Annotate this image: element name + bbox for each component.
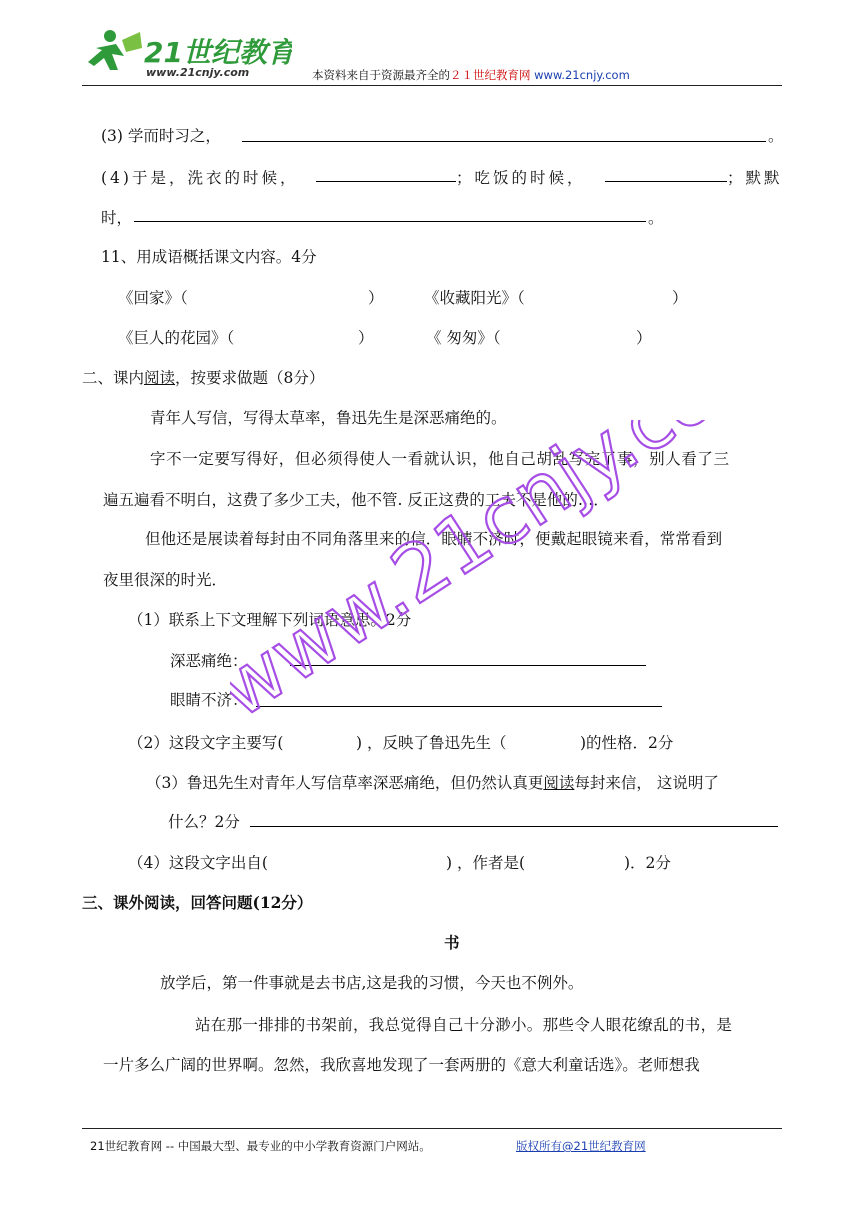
q11-c-label: 《巨人的花园》（ xyxy=(118,329,235,347)
site-logo xyxy=(82,26,292,84)
term1-blank[interactable] xyxy=(290,665,646,666)
section2-para2-line2: 遍五遍看不明白，这费了多少工夫，他不管. 反正这费的工夫不是他的…． xyxy=(103,491,609,509)
story-title: 书 xyxy=(444,933,460,952)
story-para2-line2: 一片多么广阔的世界啊。忽然，我欣喜地发现了一套两册的《意大利童话选》。老师想我 xyxy=(103,1056,700,1074)
header-note-prefix: 本资料来自于资源最齐全的 xyxy=(312,68,450,82)
header-divider xyxy=(82,85,782,86)
section2-q1: （1）联系上下文理解下列词语意思。2分 xyxy=(128,611,412,629)
q10-item4-d: 时， xyxy=(101,209,133,227)
header-note xyxy=(312,67,630,83)
q10-item4-blank2[interactable] xyxy=(605,181,727,182)
section2-q2-b: ) ，反映了鲁迅先生（ xyxy=(356,734,507,752)
q10-item3-blank[interactable] xyxy=(242,141,766,142)
section2-q3-link[interactable]: 阅读 xyxy=(543,774,575,792)
story-para2-line1: 站在那一排排的书架前，我总觉得自己十分渺小。那些令人眼花缭乱的书，是 xyxy=(195,1016,733,1034)
section2-para3-line1: 但他还是展读着每封由不同角落里来的信．眼睛不济时，便戴起眼镜来看，常常看到 xyxy=(145,530,723,548)
section2-heading-link[interactable]: 阅读 xyxy=(144,369,176,387)
section2-heading xyxy=(82,366,324,388)
logo-text: 21世纪教育 xyxy=(144,36,292,69)
q11-d-close: ） xyxy=(636,329,652,347)
header-note-site: ２１世纪教育网 xyxy=(450,68,531,82)
section2-q4-c: )．2分 xyxy=(624,854,671,872)
section2-para2-line1: 字不一定要写得好，但必须得使人一看就认识，他自己胡乱写完了事，别人看了三 xyxy=(150,450,730,468)
term2-blank[interactable] xyxy=(256,706,662,707)
term1-label: 深恶痛绝： xyxy=(170,652,248,670)
section2-q3-pre: （3）鲁迅先生对青年人写信草率深恶痛绝，但仍然认真更 xyxy=(146,774,544,792)
term2-label: 眼睛不济： xyxy=(170,691,248,709)
q11-d-label: 《 匆匆》（ xyxy=(426,329,501,347)
footer-divider xyxy=(82,1128,782,1129)
section2-q2-a: （2）这段文字主要写( xyxy=(128,734,284,752)
q11-a-label: 《回家》（ xyxy=(118,289,188,307)
q11-b-label: 《收藏阳光》（ xyxy=(424,289,525,307)
q10-item4-blank1[interactable] xyxy=(316,181,456,182)
q11-b-close: ） xyxy=(672,289,688,307)
section2-q3 xyxy=(146,771,719,793)
q10-item3-end: 。 xyxy=(768,127,784,145)
section2-q3-line2: 什么？2分 xyxy=(168,813,240,831)
section2-para1: 青年人写信，写得太草率，鲁迅先生是深恶痛绝的。 xyxy=(150,409,507,427)
footer-text: 21世纪教育网 -- 中国最大型、最专业的中小学教育资源门户网站。 xyxy=(90,1139,431,1153)
header-note-url[interactable]: www.21cnjy.com xyxy=(534,68,630,82)
q10-item4-end: 。 xyxy=(648,209,664,227)
q11-title: 11、用成语概括课文内容。4分 xyxy=(101,248,317,266)
q10-item3: (3) 学而时习之， xyxy=(101,127,221,145)
q10-item4-b: ；吃饭的时候， xyxy=(456,169,586,187)
section2-q4-b: ) ，作者是( xyxy=(446,854,526,872)
q10-item4-blank3[interactable] xyxy=(134,221,646,222)
logo-url: www.21cnjy.com xyxy=(146,66,250,79)
section2-q3-blank[interactable] xyxy=(250,826,778,827)
section2-heading-post: ，按要求做题（8分） xyxy=(175,369,325,387)
section2-q2-c: )的性格．2分 xyxy=(580,734,674,752)
story-para1: 放学后，第一件事就是去书店,这是我的习惯，今天也不例外。 xyxy=(160,974,584,992)
section2-heading-pre: 二、课内 xyxy=(82,369,145,387)
section2-para3-line2: 夜里很深的时光． xyxy=(103,571,228,589)
footer-copyright-link[interactable]: 版权所有@21世纪教育网 xyxy=(516,1139,646,1153)
section2-q3-post: 每封来信， 这说明了 xyxy=(574,774,719,792)
section3-heading: 三、课外阅读，回答问题(12分） xyxy=(82,893,313,912)
watermark-text: www.21cnjy.com xyxy=(230,420,750,736)
q10-item4-c: ；默默 xyxy=(727,169,783,187)
q11-a-close: ） xyxy=(368,289,384,307)
q11-c-close: ） xyxy=(358,329,374,347)
section2-q4-a: （4）这段文字出自( xyxy=(128,854,268,872)
q10-item4-a: (4)于是，洗衣的时候， xyxy=(101,169,299,187)
